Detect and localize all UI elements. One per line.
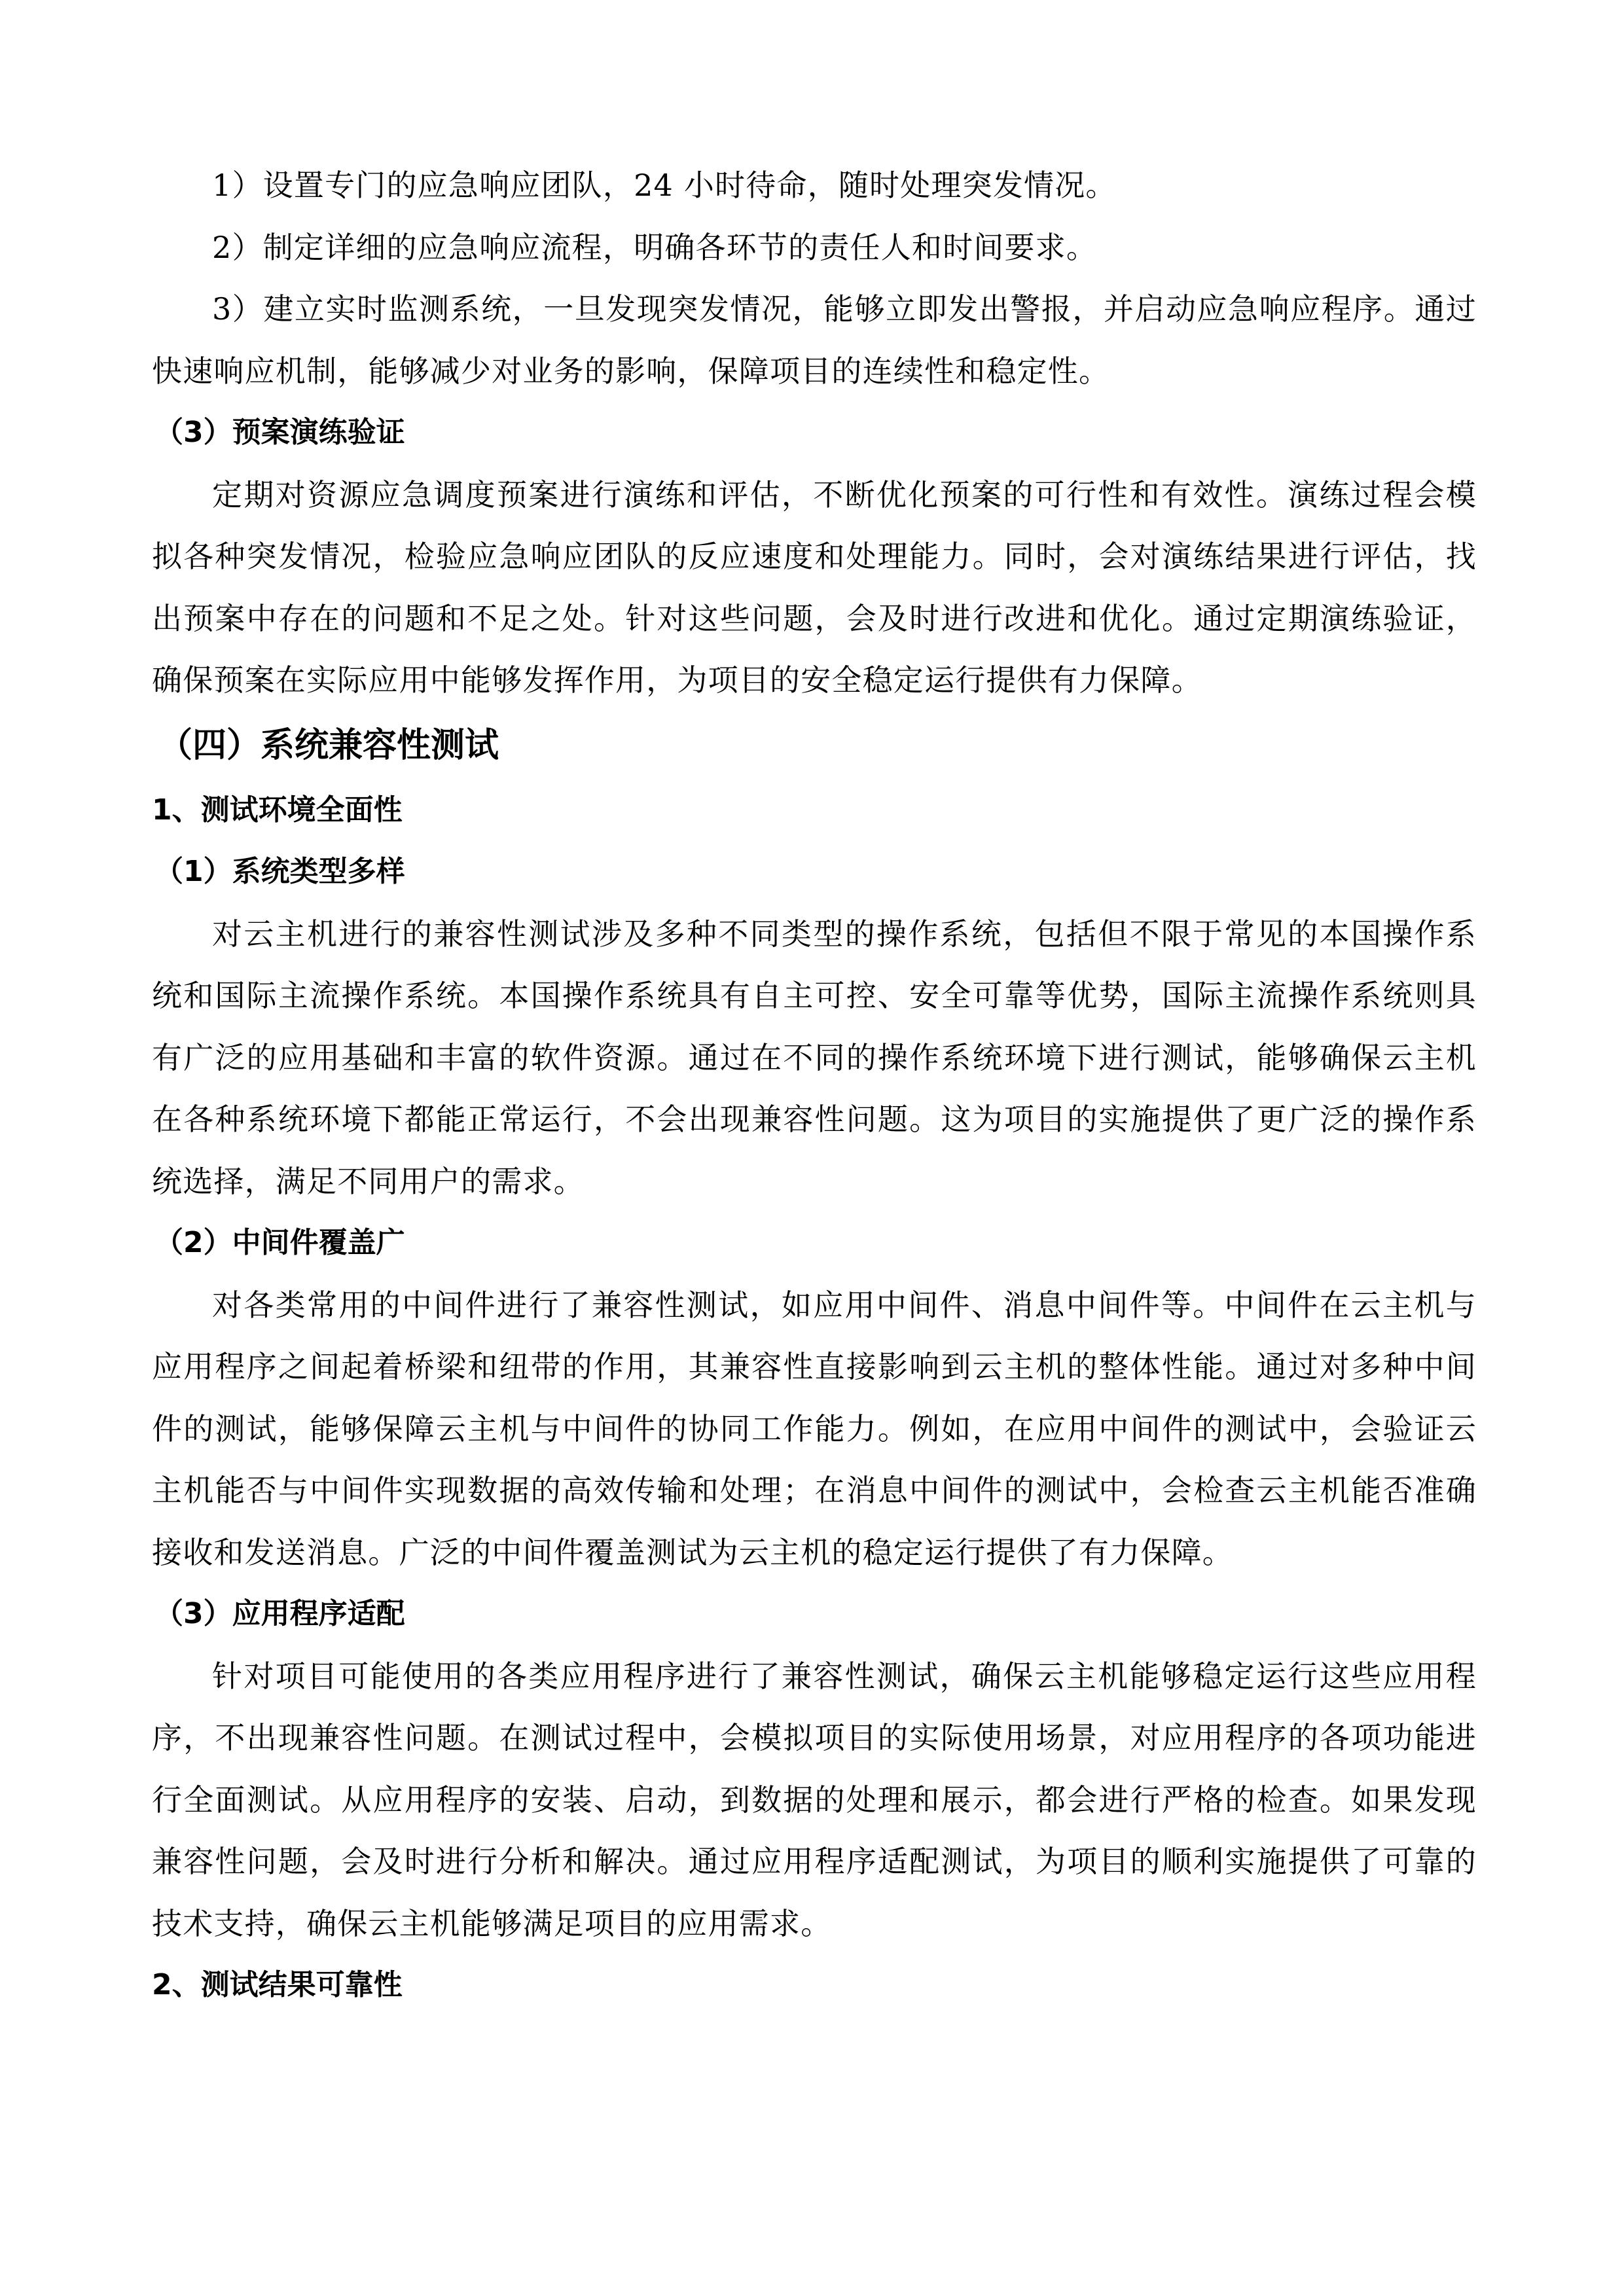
document-page xyxy=(152,154,1477,2017)
list-item: 1）设置专门的应急响应团队，24 小时待命，随时处理突发情况。 xyxy=(212,168,1117,203)
chapter-heading: （四）系统兼容性测试 xyxy=(158,725,499,765)
section-heading: （1）系统类型多样 xyxy=(154,855,405,888)
paragraph: 针对项目可能使用的各类应用程序进行了兼容性测试，确保云主机能够稳定运行这些应用程序，不出现兼容性问题。在测试过程中，会模拟项目的实际使用场景，对应用程序的各项功能进行全面测试。从应用程序的安装、启动，到数据的处理和展示，都会进行严格的检查。如果发现兼容性问题，会及时进行分析和解决。通过应用程序适配测试，为项目的顺利实施提供了可靠的技术支持，确保云主机能够满足项目的应用需求。 xyxy=(152,1658,1477,1941)
list-item: 2）制定详细的应急响应流程，明确各环节的责任人和时间要求。 xyxy=(212,229,1098,265)
paragraph: 对云主机进行的兼容性测试涉及多种不同类型的操作系统，包括但不限于常见的本国操作系统和国际主流操作系统。本国操作系统具有自主可控、安全可靠等优势，国际主流操作系统则具有广泛的应用基础和丰富的软件资源。通过在不同的操作系统环境下进行测试，能够确保云主机在各种系统环境下都能正常运行，不会出现兼容性问题。这为项目的实施提供了更广泛的操作系统选择，满足不同用户的需求。 xyxy=(152,916,1477,1199)
section-heading: （3）预案演练验证 xyxy=(154,416,405,449)
paragraph: 定期对资源应急调度预案进行演练和评估，不断优化预案的可行性和有效性。演练过程会模拟各种突发情况，检验应急响应团队的反应速度和处理能力。同时，会对演练结果进行评估，找出预案中存在的问题和不足之处。针对这些问题，会及时进行改进和优化。通过定期演练验证，确保预案在实际应用中能够发挥作用，为项目的安全稳定运行提供有力保障。 xyxy=(152,476,1477,698)
section-heading: （2）中间件覆盖广 xyxy=(154,1226,405,1259)
paragraph: 对各类常用的中间件进行了兼容性测试，如应用中间件、消息中间件等。中间件在云主机与应用程序之间起着桥梁和纽带的作用，其兼容性直接影响到云主机的整体性能。通过对多种中间件的测试，能够保障云主机与中间件的协同工作能力。例如，在应用中间件的测试中，会验证云主机能否与中间件实现数据的高效传输和处理；在消息中间件的测试中，会检查云主机能否准确接收和发送消息。广泛的中间件覆盖测试为云主机的稳定运行提供了有力保障。 xyxy=(152,1287,1477,1570)
subsection-heading: 1、测试环境全面性 xyxy=(152,793,403,827)
section-heading: （3）应用程序适配 xyxy=(154,1597,405,1630)
subsection-heading: 2、测试结果可靠性 xyxy=(152,1968,403,2001)
list-item: 3）建立实时监测系统，一旦发现突发情况，能够立即发出警报，并启动应急响应程序。通过快速响应机制，能够减少对业务的影响，保障项目的连续性和稳定性。 xyxy=(152,291,1477,389)
